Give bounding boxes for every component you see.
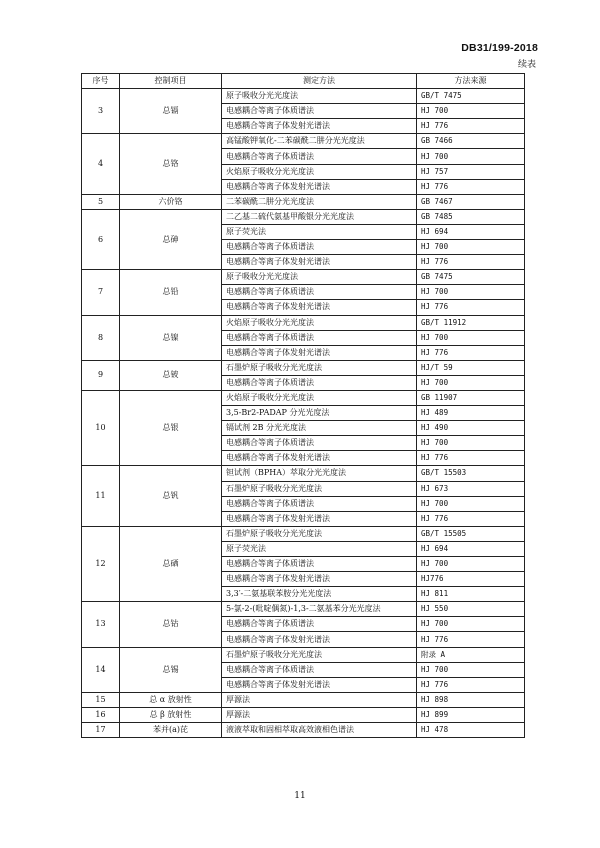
test-method: 电感耦合等离子体发射光谱法 (222, 255, 417, 270)
test-method: 液液萃取和固相萃取高效液相色谱法 (222, 723, 417, 738)
method-source: GB/T 15503 (417, 466, 525, 481)
table-row (82, 390, 525, 405)
test-method: 3,5-Br2-PADAP 分光光度法 (222, 406, 417, 421)
row-number: 15 (82, 692, 120, 707)
test-method: 电感耦合等离子体发射光谱法 (222, 572, 417, 587)
method-source: GB 7475 (417, 270, 525, 285)
test-method: 高锰酸钾氧化-二苯碳酰二肼分光光度法 (222, 134, 417, 149)
method-source: GB/T 7475 (417, 89, 525, 104)
method-source: HJ 700 (417, 375, 525, 390)
row-number: 13 (82, 602, 120, 647)
method-source: HJ 478 (417, 723, 525, 738)
test-method: 镉试剂 2B 分光光度法 (222, 421, 417, 436)
test-method: 电感耦合等离子体发射光谱法 (222, 677, 417, 692)
row-number: 6 (82, 209, 120, 269)
control-item: 总砷 (120, 209, 222, 269)
method-source: HJ 700 (417, 240, 525, 255)
test-method: 钽试剂（BPHA）萃取分光光度法 (222, 466, 417, 481)
method-source: HJ 776 (417, 677, 525, 692)
method-source: HJ 776 (417, 451, 525, 466)
test-method: 电感耦合等离子体质谱法 (222, 330, 417, 345)
method-source: HJ 898 (417, 692, 525, 707)
control-item: 总锡 (120, 647, 222, 692)
control-item: 总铅 (120, 270, 222, 315)
control-item: 总 α 放射性 (120, 692, 222, 707)
method-source: GB 7466 (417, 134, 525, 149)
test-method: 电感耦合等离子体质谱法 (222, 285, 417, 300)
control-item: 总硒 (120, 526, 222, 601)
method-table (81, 73, 525, 738)
method-source: GB/T 15505 (417, 526, 525, 541)
table-row (82, 466, 525, 481)
control-item: 总镉 (120, 89, 222, 134)
control-item: 总银 (120, 390, 222, 465)
table-body (82, 89, 525, 738)
method-source: HJ 673 (417, 481, 525, 496)
test-method: 电感耦合等离子体发射光谱法 (222, 119, 417, 134)
test-method: 厚源法 (222, 692, 417, 707)
test-method: 二乙基二硫代氨基甲酸银分光光度法 (222, 209, 417, 224)
test-method: 原子荧光法 (222, 541, 417, 556)
row-number: 8 (82, 315, 120, 360)
test-method: 电感耦合等离子体质谱法 (222, 149, 417, 164)
test-method: 石墨炉原子吸收分光光度法 (222, 526, 417, 541)
table-row (82, 723, 525, 738)
control-item: 总钴 (120, 602, 222, 647)
row-number: 17 (82, 723, 120, 738)
method-source: HJ 700 (417, 557, 525, 572)
test-method: 电感耦合等离子体质谱法 (222, 662, 417, 677)
method-source: GB/T 11912 (417, 315, 525, 330)
method-source: HJ 490 (417, 421, 525, 436)
column-header-no: 序号 (82, 74, 120, 89)
control-item: 总镍 (120, 315, 222, 360)
method-source: HJ 757 (417, 164, 525, 179)
row-number: 12 (82, 526, 120, 601)
table-row (82, 360, 525, 375)
test-method: 电感耦合等离子体发射光谱法 (222, 345, 417, 360)
method-source: HJ 700 (417, 285, 525, 300)
method-source: HJ 776 (417, 255, 525, 270)
test-method: 电感耦合等离子体发射光谱法 (222, 632, 417, 647)
test-method: 电感耦合等离子体质谱法 (222, 104, 417, 119)
method-source: HJ 811 (417, 587, 525, 602)
control-item: 六价铬 (120, 194, 222, 209)
test-method: 电感耦合等离子体发射光谱法 (222, 511, 417, 526)
method-source: GB 7467 (417, 194, 525, 209)
row-number: 3 (82, 89, 120, 134)
method-source: HJ776 (417, 572, 525, 587)
control-item: 总铍 (120, 360, 222, 390)
column-header-method: 测定方法 (222, 74, 417, 89)
test-method: 火焰原子吸收分光光度法 (222, 164, 417, 179)
test-method: 原子吸收分光光度法 (222, 89, 417, 104)
test-method: 电感耦合等离子体质谱法 (222, 496, 417, 511)
test-method: 火焰原子吸收分光光度法 (222, 315, 417, 330)
method-source: HJ 776 (417, 345, 525, 360)
test-method: 电感耦合等离子体质谱法 (222, 617, 417, 632)
method-source: HJ 700 (417, 496, 525, 511)
row-number: 4 (82, 134, 120, 194)
method-source: HJ 489 (417, 406, 525, 421)
method-source: GB 7485 (417, 209, 525, 224)
column-header-item: 控制项目 (120, 74, 222, 89)
method-source: HJ 700 (417, 149, 525, 164)
table-row (82, 134, 525, 149)
test-method: 厚源法 (222, 707, 417, 722)
table-row (82, 315, 525, 330)
control-item: 总 β 放射性 (120, 707, 222, 722)
table-row (82, 194, 525, 209)
test-method: 石墨炉原子吸收分光光度法 (222, 481, 417, 496)
row-number: 14 (82, 647, 120, 692)
method-source: HJ 776 (417, 179, 525, 194)
page-number: 11 (294, 791, 306, 801)
table-row (82, 707, 525, 722)
method-source: HJ 700 (417, 330, 525, 345)
method-source: 附录 A (417, 647, 525, 662)
method-source: HJ 700 (417, 662, 525, 677)
method-source: HJ 776 (417, 511, 525, 526)
test-method: 电感耦合等离子体质谱法 (222, 375, 417, 390)
test-method: 5-氯-2-(吡啶偶氮)-1,3-二氨基苯分光光度法 (222, 602, 417, 617)
method-source: HJ 776 (417, 119, 525, 134)
method-source: HJ 694 (417, 224, 525, 239)
row-number: 9 (82, 360, 120, 390)
test-method: 原子吸收分光光度法 (222, 270, 417, 285)
row-number: 16 (82, 707, 120, 722)
method-source: HJ/T 59 (417, 360, 525, 375)
method-source: HJ 700 (417, 617, 525, 632)
method-source: HJ 899 (417, 707, 525, 722)
test-method: 原子荧光法 (222, 224, 417, 239)
method-source: HJ 776 (417, 632, 525, 647)
test-method: 电感耦合等离子体质谱法 (222, 557, 417, 572)
row-number: 11 (82, 466, 120, 526)
row-number: 7 (82, 270, 120, 315)
method-source: HJ 700 (417, 104, 525, 119)
method-source: HJ 700 (417, 436, 525, 451)
table-row (82, 602, 525, 617)
method-source: HJ 694 (417, 541, 525, 556)
table-row (82, 209, 525, 224)
document-code: DB31/199-2018 (461, 42, 538, 54)
test-method: 火焰原子吸收分光光度法 (222, 390, 417, 405)
table-row (82, 89, 525, 104)
test-method: 电感耦合等离子体质谱法 (222, 240, 417, 255)
control-item: 总钒 (120, 466, 222, 526)
table-header-row (82, 74, 525, 89)
test-method: 石墨炉原子吸收分光光度法 (222, 647, 417, 662)
row-number: 10 (82, 390, 120, 465)
table-row (82, 647, 525, 662)
column-header-source: 方法来源 (417, 74, 525, 89)
control-item: 苯并(a)芘 (120, 723, 222, 738)
test-method: 电感耦合等离子体发射光谱法 (222, 451, 417, 466)
table-row (82, 692, 525, 707)
test-method: 3,3′-二氨基联苯胺分光光度法 (222, 587, 417, 602)
method-source: HJ 776 (417, 300, 525, 315)
table-row (82, 526, 525, 541)
table-row (82, 270, 525, 285)
test-method: 电感耦合等离子体发射光谱法 (222, 179, 417, 194)
test-method: 石墨炉原子吸收分光光度法 (222, 360, 417, 375)
row-number: 5 (82, 194, 120, 209)
test-method: 电感耦合等离子体质谱法 (222, 436, 417, 451)
method-source: HJ 550 (417, 602, 525, 617)
continued-label: 续表 (517, 60, 536, 70)
test-method: 二苯碳酰二肼分光光度法 (222, 194, 417, 209)
method-source: GB 11907 (417, 390, 525, 405)
control-item: 总铬 (120, 134, 222, 194)
test-method: 电感耦合等离子体发射光谱法 (222, 300, 417, 315)
